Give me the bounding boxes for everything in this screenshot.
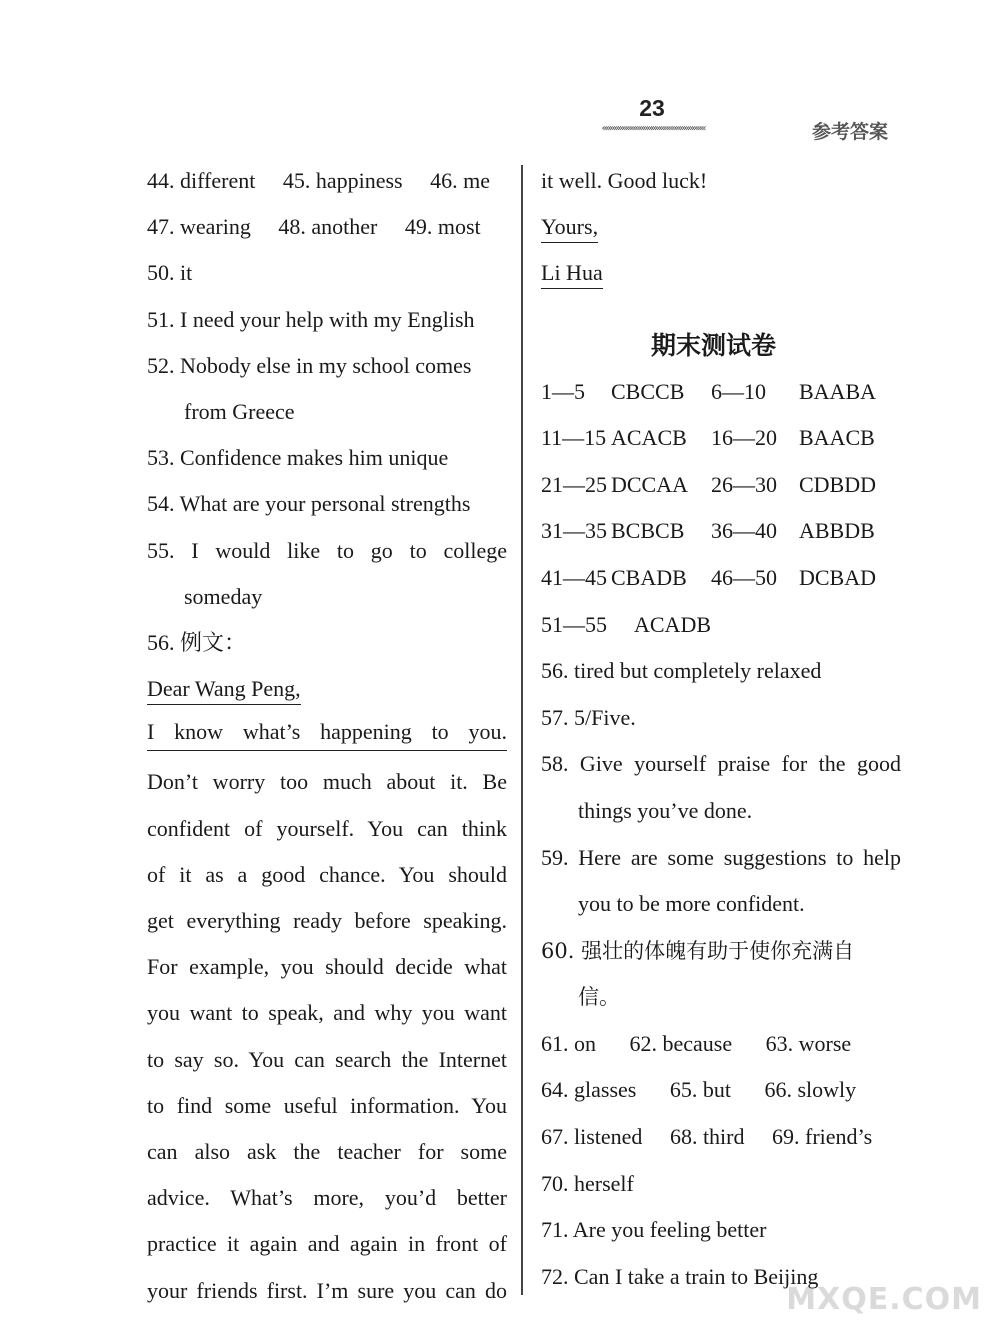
answer-letters: ABBDB bbox=[799, 518, 875, 544]
range-label: 31—35 bbox=[541, 518, 607, 544]
left-column bbox=[147, 158, 507, 1314]
answer-62: 62. because bbox=[629, 1030, 733, 1056]
answer-63: 63. worse bbox=[765, 1030, 852, 1056]
answer-55-continued: someday bbox=[184, 583, 263, 609]
answer-row-44-46 bbox=[147, 158, 507, 204]
answer-71: 71. Are you feeling better bbox=[541, 1217, 767, 1243]
letter-line-8: to say so. You can search the Internet bbox=[147, 1046, 507, 1072]
range-label: 26—30 bbox=[711, 471, 777, 497]
answer-61: 61. on bbox=[541, 1030, 596, 1056]
letter-line-2: Don’t worry too much about it. Be bbox=[147, 769, 507, 795]
section-label: 参考答案 bbox=[812, 121, 889, 143]
answer-46: 46. me bbox=[430, 168, 490, 193]
answer-letters: BAABA bbox=[799, 378, 877, 404]
range-label: 16—20 bbox=[711, 425, 777, 451]
answer-key-row bbox=[541, 415, 901, 462]
letter-line-9: to find some useful information. You bbox=[147, 1092, 507, 1118]
answer-letters: CDBDD bbox=[799, 471, 877, 497]
answer-50: 50. it bbox=[147, 260, 193, 286]
answer-letters: CBCCB bbox=[611, 378, 685, 404]
letter-signature: Li Hua bbox=[541, 258, 603, 289]
answer-64: 64. glasses bbox=[541, 1077, 637, 1103]
answer-59: 59. Here are some suggestions to help bbox=[541, 844, 901, 870]
answer-letters: BCBCB bbox=[611, 518, 685, 544]
answer-letters: BAACB bbox=[799, 425, 875, 451]
answer-52-continued: from Greece bbox=[184, 398, 295, 424]
answer-55: 55. I would like to go to college bbox=[147, 537, 507, 563]
answer-key-row bbox=[541, 462, 901, 509]
range-label: 51—55 bbox=[541, 611, 607, 637]
answer-56-final: 56. tired but completely relaxed bbox=[541, 658, 822, 684]
section-title: 期末测试卷 bbox=[650, 330, 776, 360]
letter-greeting: Dear Wang Peng, bbox=[147, 674, 301, 705]
letter-closing-line bbox=[541, 204, 901, 250]
letter-line-13: your friends first. I’m sure you can do bbox=[147, 1277, 507, 1303]
letter-signature-line bbox=[541, 250, 901, 296]
answer-row-61-63 bbox=[541, 1021, 901, 1068]
letter-end: it well. Good luck! bbox=[541, 168, 708, 193]
answer-letters: DCCAA bbox=[611, 471, 689, 497]
letter-line-1: I know what’s happening to you. bbox=[147, 712, 507, 751]
answer-key-row bbox=[541, 602, 901, 649]
page-header bbox=[0, 95, 1000, 155]
answer-letters: ACACB bbox=[611, 425, 687, 451]
page-number: 23 bbox=[639, 95, 665, 121]
range-label: 1—5 bbox=[541, 378, 585, 404]
range-label: 21—25 bbox=[541, 471, 607, 497]
letter-line-12: practice it again and again in front of bbox=[147, 1231, 507, 1257]
answer-59-continued: you to be more confident. bbox=[578, 891, 805, 917]
answer-letters: DCBAD bbox=[799, 564, 877, 590]
letter-line-5: get everything ready before speaking. bbox=[147, 908, 507, 933]
answer-key-row bbox=[541, 508, 901, 555]
answer-48: 48. another bbox=[278, 214, 378, 240]
answer-51: 51. I need your help with my English bbox=[147, 306, 475, 332]
answer-68: 68. third bbox=[669, 1124, 745, 1150]
range-label: 6—10 bbox=[711, 378, 766, 404]
column-divider bbox=[521, 165, 523, 1295]
letter-line-6: For example, you should decide what bbox=[147, 954, 507, 980]
letter-greeting-line bbox=[147, 666, 507, 712]
range-label: 11—15 bbox=[541, 425, 607, 451]
answer-54: 54. What are your personal strengths bbox=[147, 491, 471, 517]
letter-line-7: you want to speak, and why you want bbox=[147, 1000, 507, 1026]
answer-58-continued: things you’ve done. bbox=[578, 797, 753, 823]
letter-line-4: of it as a good chance. You should bbox=[147, 861, 507, 887]
letter-closing: Yours, bbox=[541, 212, 598, 243]
letter-line-11: advice. What’s more, you’d better bbox=[147, 1185, 507, 1211]
range-label: 46—50 bbox=[711, 564, 777, 590]
answer-60: 60. 强壮的体魄有助于使你充满自 bbox=[541, 938, 855, 963]
answer-key-row bbox=[541, 555, 901, 602]
answer-letters: ACADB bbox=[634, 611, 712, 637]
watermark: MXQE.COM bbox=[786, 1282, 982, 1317]
letter-line-3: confident of yourself. You can think bbox=[147, 815, 507, 841]
answer-45: 45. happiness bbox=[282, 168, 403, 193]
answer-44: 44. different bbox=[147, 168, 256, 193]
letter-line-10: can also ask the teacher for some bbox=[147, 1138, 507, 1164]
answer-53: 53. Confidence makes him unique bbox=[147, 445, 449, 471]
header-decoration: ««««««««««««««««««««««««« bbox=[601, 123, 705, 134]
answer-letters: CBADB bbox=[611, 564, 687, 590]
answer-49: 49. most bbox=[404, 214, 481, 240]
answer-60-continued: 信。 bbox=[578, 985, 620, 1010]
answer-66: 66. slowly bbox=[764, 1077, 857, 1103]
answer-47: 47. wearing bbox=[147, 214, 251, 240]
answer-56: 56. 例文： bbox=[147, 629, 247, 655]
answer-row-67-69 bbox=[541, 1114, 901, 1161]
answer-65: 65. but bbox=[669, 1077, 731, 1103]
answer-row-47-49 bbox=[147, 204, 507, 250]
answer-67: 67. listened bbox=[541, 1124, 643, 1150]
range-label: 36—40 bbox=[711, 518, 777, 544]
answer-69: 69. friend’s bbox=[772, 1124, 873, 1150]
answer-52: 52. Nobody else in my school comes bbox=[147, 352, 472, 378]
right-column bbox=[541, 158, 901, 1300]
answer-72: 72. Can I take a train to Beijing bbox=[541, 1263, 819, 1289]
answer-row-64-66 bbox=[541, 1067, 901, 1114]
answer-58: 58. Give yourself praise for the good bbox=[541, 751, 901, 777]
answer-70: 70. herself bbox=[541, 1170, 634, 1196]
range-label: 41—45 bbox=[541, 564, 607, 590]
answer-key-row bbox=[541, 369, 901, 416]
answer-57-final: 57. 5/Five. bbox=[541, 704, 636, 730]
